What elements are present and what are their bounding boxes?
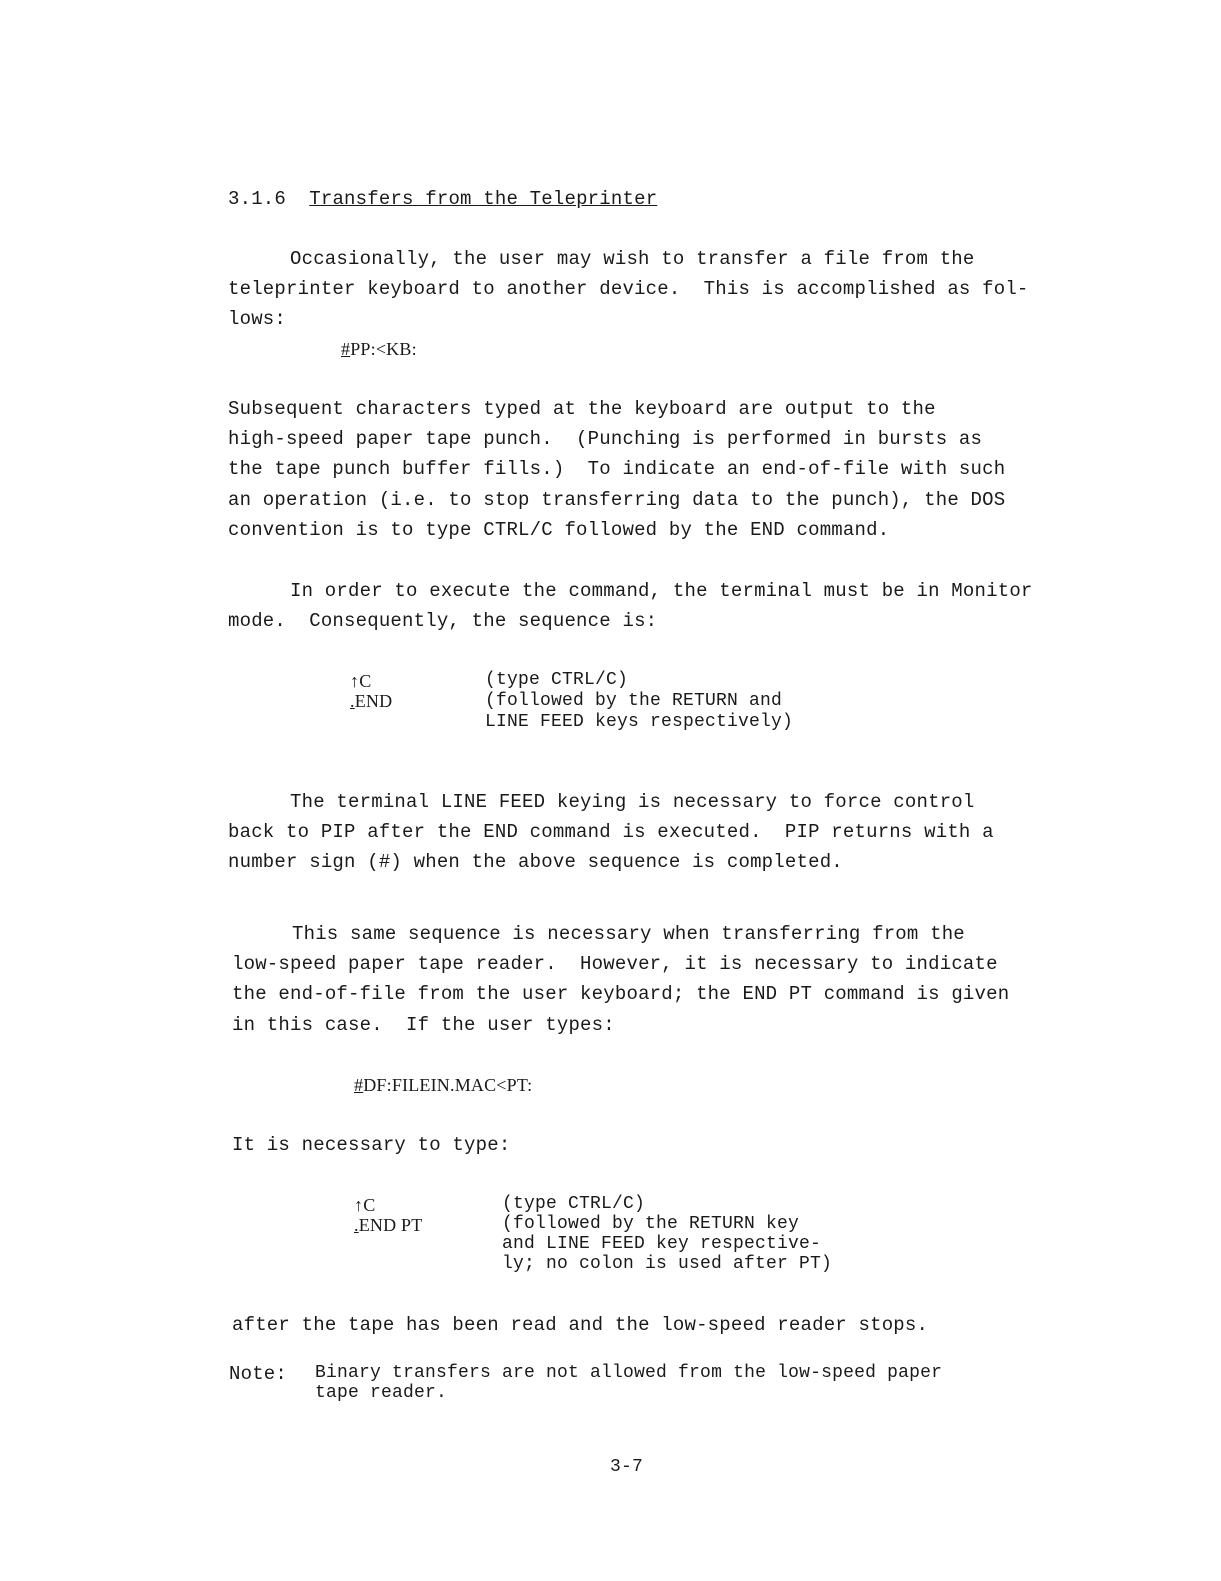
command-text: END — [354, 691, 393, 711]
paragraph-line: mode. Consequently, the sequence is: — [228, 610, 658, 632]
paragraph-6: It is necessary to type: — [232, 1134, 511, 1156]
description-line: (followed by the RETURN key — [502, 1214, 800, 1234]
paragraph-line: Occasionally, the user may wish to transfer a file from the — [290, 248, 975, 270]
note-text — [315, 1363, 942, 1403]
key-end-pt — [354, 1214, 422, 1236]
description-line: LINE FEED keys respectively) — [485, 712, 794, 732]
paragraph-line: In order to execute the command, the terminal must be in Monitor — [290, 580, 1033, 602]
paragraph-line: low-speed paper tape reader. However, it is necessary to indicate — [232, 953, 998, 975]
monitor-prompt: . — [354, 1215, 359, 1235]
note-line: Binary transfers are not allowed from the low-speed paper — [315, 1363, 943, 1383]
monitor-prompt: . — [350, 691, 355, 711]
note-line: tape reader. — [315, 1383, 448, 1403]
description-line: (followed by the RETURN and — [485, 691, 783, 711]
command-text: DF:FILEIN.MAC<PT: — [363, 1075, 533, 1095]
paragraph-line: Subsequent characters typed at the keyboard are output to the — [228, 398, 936, 420]
paragraph-line: teleprinter keyboard to another device. This is accomplished as fol- — [228, 278, 1029, 300]
section-number: 3.1.6 — [228, 188, 287, 210]
description-line: ly; no colon is used after PT) — [502, 1254, 833, 1274]
paragraph-line: an operation (i.e. to stop transferring data to the punch), the DOS — [228, 489, 1006, 511]
section-title: Transfers from the Teleprinter — [309, 188, 658, 210]
paragraph-line: in this case. If the user types: — [232, 1014, 615, 1036]
paragraph-line: The terminal LINE FEED keying is necessary to force control — [290, 791, 975, 813]
command-example-2 — [354, 1074, 532, 1096]
paragraph-line: the tape punch buffer fills.) To indicate an end-of-file with such — [228, 458, 1006, 480]
paragraph-line: convention is to type CTRL/C followed by the END command. — [228, 519, 890, 541]
description-line: and LINE FEED key respective- — [502, 1234, 822, 1254]
paragraph-line: number sign (#) when the above sequence is completed. — [228, 851, 843, 873]
command-prompt: # — [354, 1075, 364, 1095]
key-ctrl-c: ↑C — [354, 1195, 376, 1215]
paragraph-line: lows: — [228, 308, 287, 330]
paragraph-line: high-speed paper tape punch. (Punching is performed in bursts as — [228, 428, 983, 450]
note-label: Note: — [229, 1363, 288, 1385]
description-line: (type CTRL/C) — [485, 670, 629, 690]
command-text: PP:<KB: — [350, 339, 417, 359]
paragraph-line: This same sequence is necessary when transferring from the — [292, 923, 965, 945]
sequence-description-1 — [485, 670, 793, 733]
page-number: 3-7 — [610, 1457, 644, 1477]
paragraph-line: back to PIP after the END command is executed. PIP returns with a — [228, 821, 994, 843]
section-heading — [228, 188, 657, 210]
paragraph-7: after the tape has been read and the low-speed reader stops. — [232, 1314, 929, 1336]
sequence-description-2 — [502, 1194, 832, 1274]
description-line: (type CTRL/C) — [502, 1194, 646, 1214]
command-prompt: # — [341, 339, 351, 359]
command-text: END PT — [358, 1215, 423, 1235]
key-end — [350, 690, 392, 712]
key-ctrl-c: ↑C — [350, 671, 372, 691]
paragraph-line: the end-of-file from the user keyboard; the END PT command is given — [232, 983, 1010, 1005]
command-example-1 — [341, 338, 417, 360]
